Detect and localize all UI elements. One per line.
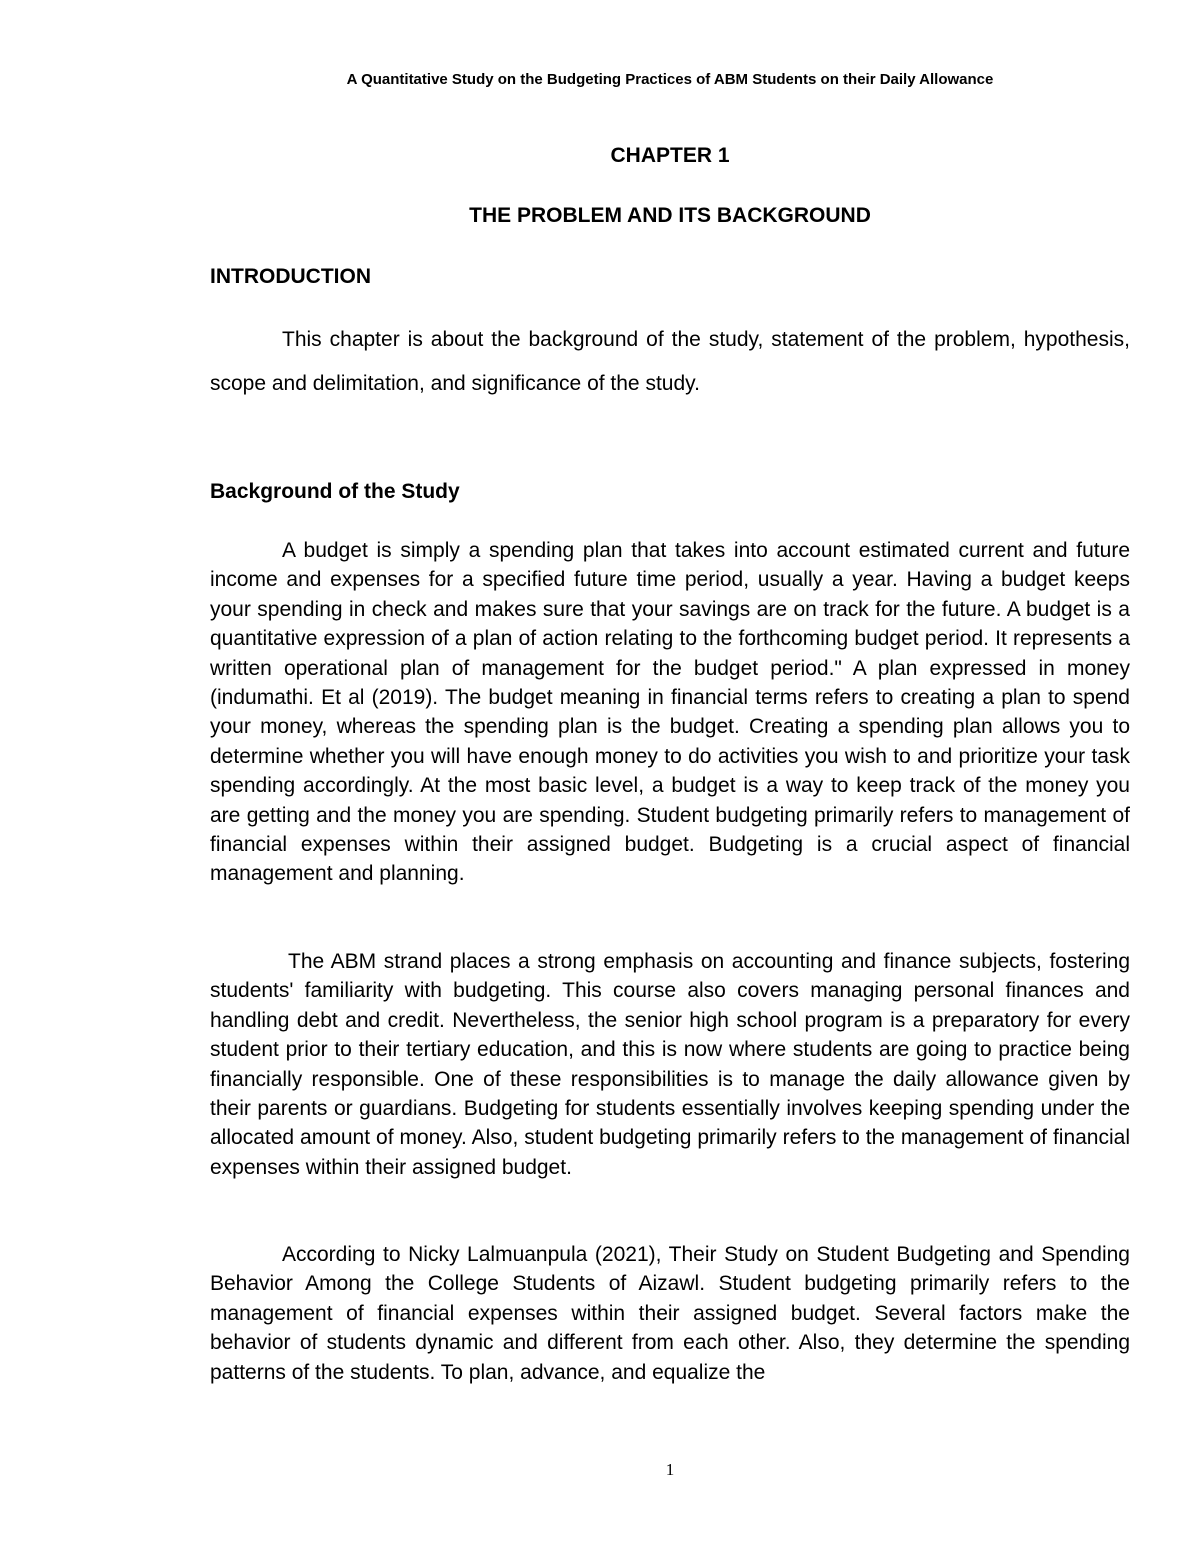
chapter-label: CHAPTER 1 xyxy=(610,144,730,167)
page-number: 1 xyxy=(665,1460,675,1479)
background-paragraph-1: A budget is simply a spending plan that takes into account estimated current and future income and expenses for a specified future time period, usually a year. Having a budget keeps your spending in check and makes sure that your savings are on track for the future. A budget is a quantitative expression of a plan of action relating to the forthcoming budget period. It represents a written operational plan of management for the budget period." A plan expressed in money (indumathi. Et al (2019). The budget meaning in financial terms refers to creating a plan to spend your money, whereas the spending plan is the budget. Creating a spending plan allows you to determine whether you will have enough money to do activities you wish to and prioritize your task spending accordingly. At the most basic level, a budget is a way to keep track of the money you are getting and the money you are spending. Student budgeting primarily refers to management of financial expenses within their assigned budget. Budgeting is a crucial aspect of financial management and planning. xyxy=(210,539,1130,886)
background-heading: Background of the Study xyxy=(210,480,460,503)
chapter-title: THE PROBLEM AND ITS BACKGROUND xyxy=(469,204,871,227)
background-paragraph-3: According to Nicky Lalmuanpula (2021), Their Study on Student Budgeting and Spending Behavior Among the College Students of Aizawl. Student budgeting primarily refers to the management of financial expenses within their assigned budget. Several factors make the behavior of students dynamic and different from each other. Also, they determine the spending patterns of the students. To plan, advance, and equalize the xyxy=(210,1243,1130,1384)
introduction-heading: INTRODUCTION xyxy=(210,265,371,288)
running-header: A Quantitative Study on the Budgeting Practices of ABM Students on their Daily Allowance xyxy=(346,71,994,88)
background-paragraph-2: The ABM strand places a strong emphasis on accounting and finance subjects, fostering students' familiarity with budgeting. This course also covers managing personal finances and handling debt and credit. Nevertheless, the senior high school program is a preparatory for every student prior to their tertiary education, and this is now where students are going to practice being financially responsible. One of these responsibilities is to manage the daily allowance given by their parents or guardians. Budgeting for students essentially involves keeping spending under the allocated amount of money. Also, student budgeting primarily refers to the management of financial expenses within their assigned budget. xyxy=(210,950,1130,1179)
introduction-paragraph: This chapter is about the background of the study, statement of the problem, hypothesis, scope and delimitation, and significance of the study. xyxy=(210,328,1130,395)
